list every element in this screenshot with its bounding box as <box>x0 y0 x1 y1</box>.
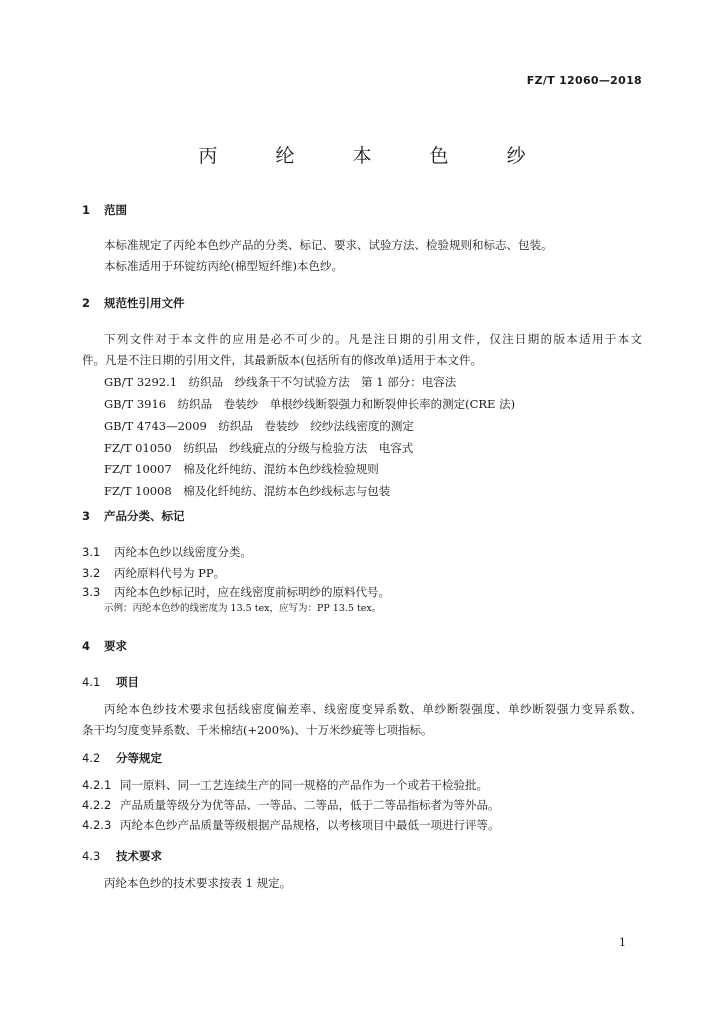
paragraph: 本标准适用于环锭纺丙纶(棉型短纤维)本色纱。 <box>104 259 343 273</box>
paragraph: 条干均匀度变异系数、千米棉结(+200%)、十万米纱疵等七项指标。 <box>82 723 433 737</box>
paragraph: 本标准规定了丙纶本色纱产品的分类、标记、要求、试验方法、检验规则和标志、包装。 <box>104 238 553 252</box>
standard-code: FZ/T 12060—2018 <box>526 74 642 87</box>
reference-item: FZ/T 10008 棉及化纤纯纺、混纺本色纱线标志与包装 <box>104 484 391 498</box>
document-title: 丙 纶 本 色 纱 <box>198 145 552 167</box>
section-3-heading <box>82 508 185 524</box>
clause-text: 产品质量等级分为优等品、一等品、二等品，低于二等品指标者为等外品。 <box>120 798 500 812</box>
section-1-heading <box>82 202 127 218</box>
clause-number: 4.2.3 <box>82 818 112 832</box>
subsection-title: 技术要求 <box>116 849 162 863</box>
clause-item <box>82 565 225 581</box>
reference-item: FZ/T 01050 纺织品 纱线疵点的分级与检验方法 电容式 <box>104 441 414 455</box>
clause-text: 同一原料、同一工艺连续生产的同一规格的产品作为一个或若干检验批。 <box>120 778 488 792</box>
section-title: 规范性引用文件 <box>104 296 185 310</box>
section-2-heading <box>82 295 185 311</box>
paragraph: 丙纶本色纱技术要求包括线密度偏差率、线密度变异系数、单纱断裂强度、单纱断裂强力变异系数、 <box>104 702 642 716</box>
reference-item: GB/T 3292.1 纺织品 纱线条干不匀试验方法 第 1 部分：电容法 <box>104 375 457 389</box>
clause-item <box>82 584 390 600</box>
subsection-4-1-heading <box>82 674 139 690</box>
subsection-number: 4.3 <box>82 849 101 863</box>
clause-text: 丙纶本色纱产品质量等级根据产品规格，以考核项目中最低一项进行评等。 <box>120 818 500 832</box>
page-number: 1 <box>619 936 626 949</box>
clause-item <box>82 797 500 813</box>
example-note: 示例：丙纶本色纱的线密度为 13.5 tex，应写为：PP 13.5 tex。 <box>104 603 382 614</box>
reference-item: GB/T 3916 纺织品 卷装纱 单根纱线断裂强力和断裂伸长率的测定(CRE 法) <box>104 397 516 411</box>
clause-text: 丙纶本色纱标记时，应在线密度前标明纱的原料代号。 <box>114 585 390 599</box>
paragraph: 件。凡是不注日期的引用文件，其最新版本(包括所有的修改单)适用于本文件。 <box>82 353 482 367</box>
reference-item: FZ/T 10007 棉及化纤纯纺、混纺本色纱线检验规则 <box>104 462 379 476</box>
clause-item <box>82 777 488 793</box>
clause-text: 丙纶原料代号为 PP。 <box>114 566 226 580</box>
clause-number: 4.2.1 <box>82 778 112 792</box>
subsection-number: 4.1 <box>82 675 101 689</box>
clause-number: 4.2.2 <box>82 798 112 812</box>
section-number: 1 <box>82 203 91 217</box>
section-number: 2 <box>82 296 91 310</box>
section-number: 3 <box>82 509 91 523</box>
subsection-number: 4.2 <box>82 751 101 765</box>
clause-number: 3.1 <box>82 545 101 559</box>
subsection-title: 分等规定 <box>116 751 162 765</box>
clause-number: 3.3 <box>82 585 101 599</box>
subsection-title: 项目 <box>116 675 139 689</box>
subsection-4-3-heading <box>82 848 162 864</box>
paragraph: 丙纶本色纱的技术要求按表 1 规定。 <box>104 876 292 890</box>
clause-number: 3.2 <box>82 566 101 580</box>
clause-item <box>82 544 252 560</box>
section-4-heading <box>82 638 127 654</box>
subsection-4-2-heading <box>82 750 162 766</box>
section-title: 范围 <box>104 203 127 217</box>
section-title: 产品分类、标记 <box>104 509 185 523</box>
clause-item <box>82 817 500 833</box>
reference-item: GB/T 4743—2009 纺织品 卷装纱 绞纱法线密度的测定 <box>104 419 414 433</box>
section-number: 4 <box>82 639 91 653</box>
paragraph: 下列文件对于本文件的应用是必不可少的。凡是注日期的引用文件，仅注日期的版本适用于本文 <box>104 332 642 346</box>
clause-text: 丙纶本色纱以线密度分类。 <box>114 545 252 559</box>
section-title: 要求 <box>104 639 127 653</box>
